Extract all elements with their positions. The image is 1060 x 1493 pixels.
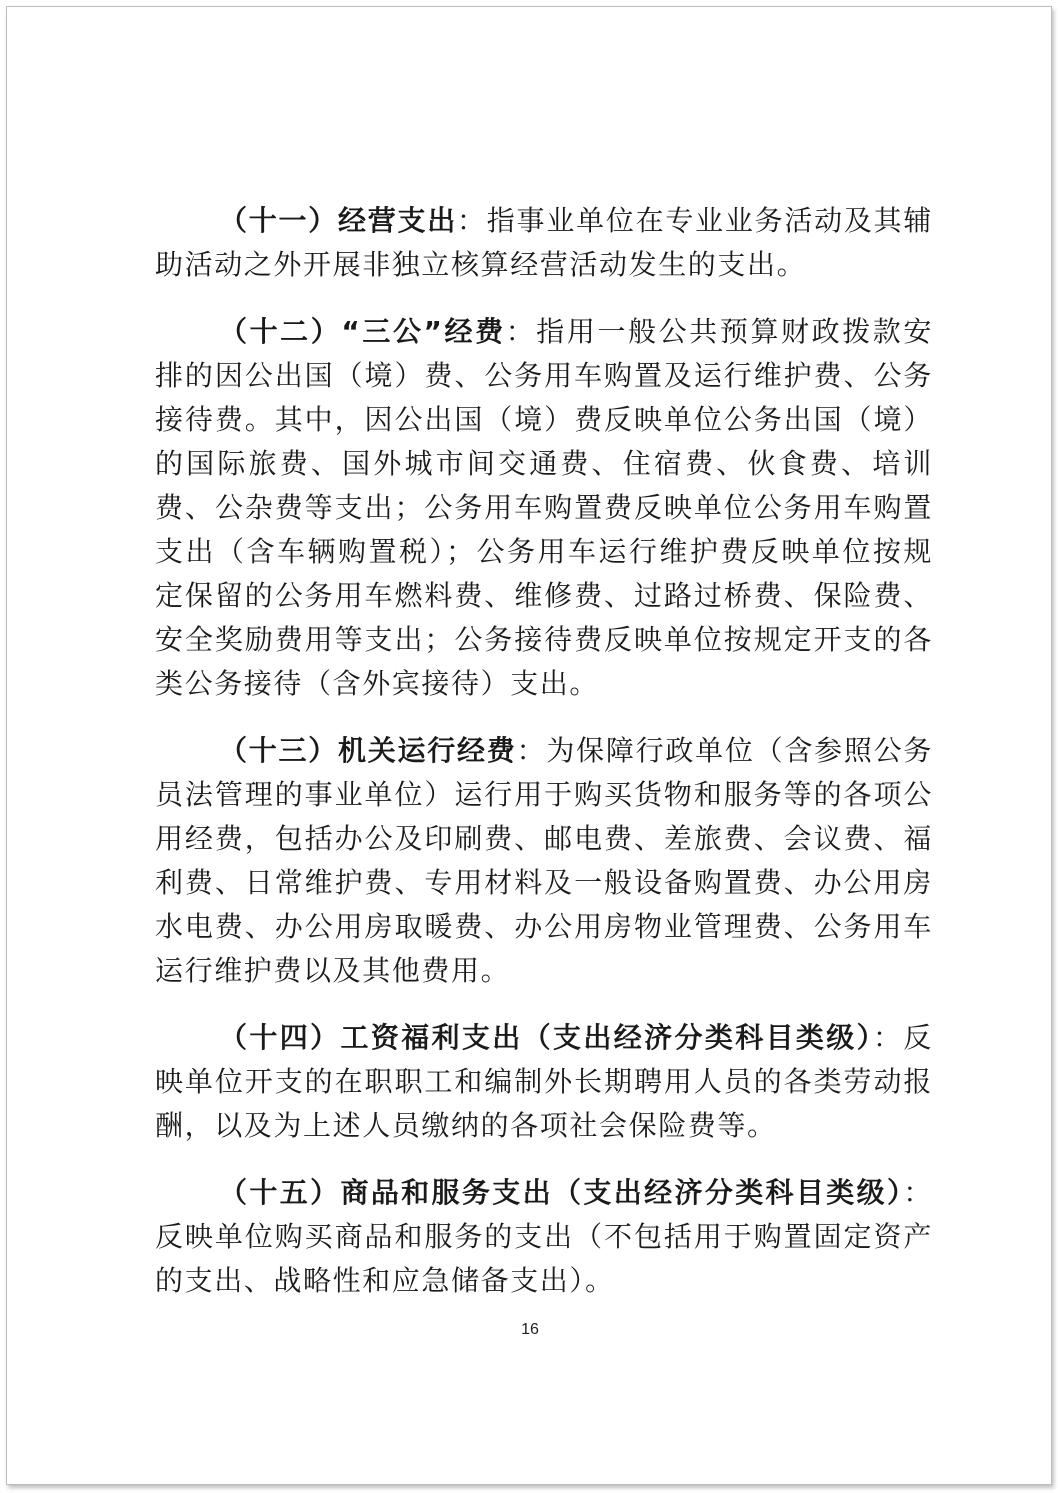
paragraph-heading: （十五）商品和服务支出（支出经济分类科目类级）: [219, 1176, 904, 1209]
paragraph-heading: （十四）工资福利支出（支出经济分类科目类级）: [219, 1021, 874, 1054]
paragraph-wages-welfare: [155, 1016, 933, 1148]
page-number: 16: [521, 1321, 539, 1338]
paragraph-agency-operating-expenses: [155, 729, 933, 993]
document-page: [6, 6, 1052, 1485]
paragraph-heading: （十三）机关运行经费: [219, 734, 517, 767]
paragraph-goods-services: [155, 1171, 933, 1303]
paragraph-text: ：指用一般公共预算财政拨款安排的因公出国（境）费、公务用车购置及运行维护费、公务接待费。其中，因公出国（境）费反映单位公务出国（境）的国际旅费、国外城市间交通费、住宿费、伙食费、培训费、公杂费等支出；公务用车购置费反映单位公务用车购置支出（含车辆购置税）；公务用车运行维护费反映单位按规定保留的公务用车燃料费、维修费、过路过桥费、保险费、安全奖励费用等支出；公务接待费反映单位按规定开支的各类公务接待（含外宾接待）支出。: [155, 315, 933, 700]
paragraph-text: ：为保障行政单位（含参照公务员法管理的事业单位）运行用于购买货物和服务等的各项公用经费，包括办公及印刷费、邮电费、差旅费、会议费、福利费、日常维护费、专用材料及一般设备购置费、办公用房水电费、办公用房取暖费、办公用房物业管理费、公务用车运行维护费以及其他费用。: [155, 734, 933, 987]
paragraph-heading: （十一）经营支出: [219, 204, 458, 237]
paragraph-three-public-expenses: [155, 310, 933, 706]
paragraph-heading: （十二）“三公”经费: [219, 315, 506, 348]
document-body: [155, 199, 933, 1326]
paragraph-text: ：反映单位开支的在职职工和编制外长期聘用人员的各类劳动报酬，以及为上述人员缴纳的各项社会保险费等。: [155, 1021, 933, 1142]
paragraph-business-expenditure: [155, 199, 933, 287]
paragraph-text: ：反映单位购买商品和服务的支出（不包括用于购置固定资产的支出、战略性和应急储备支出）。: [155, 1176, 933, 1297]
paragraph-text: ：指事业单位在专业业务活动及其辅助活动之外开展非独立核算经营活动发生的支出。: [155, 204, 933, 281]
